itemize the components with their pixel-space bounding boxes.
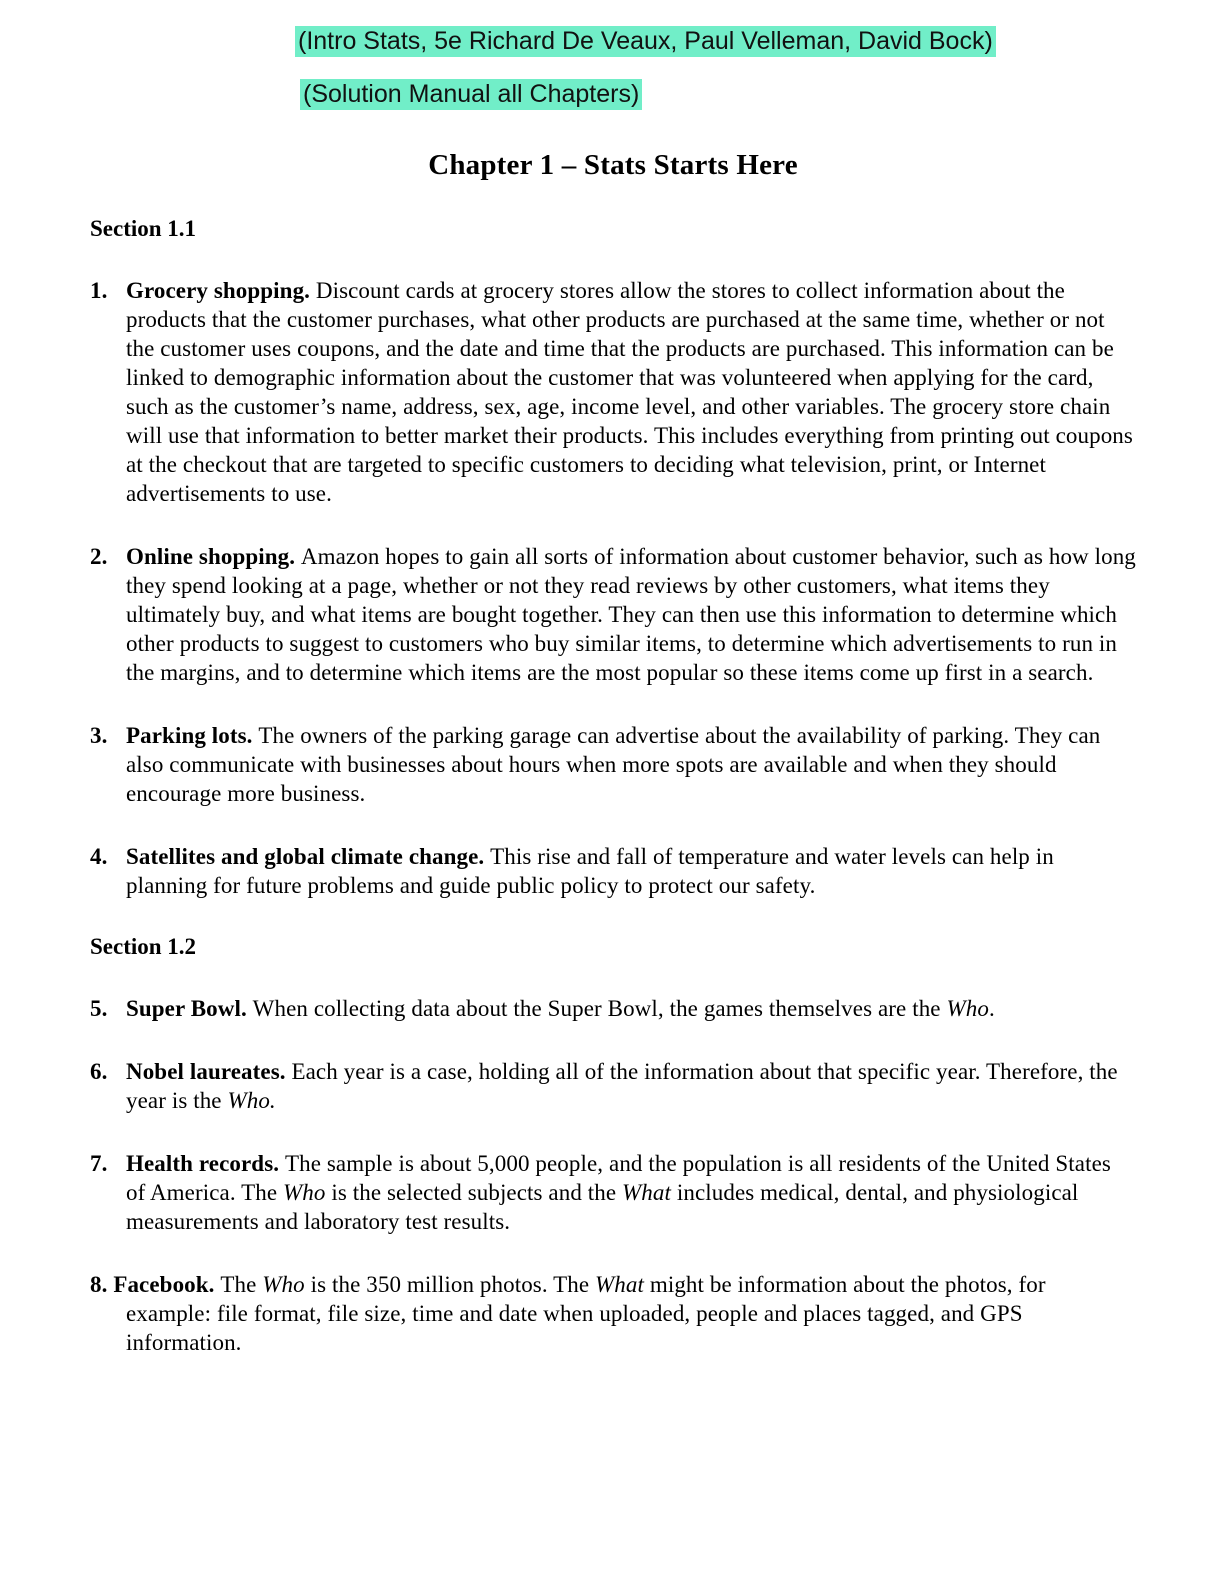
item-title: Grocery shopping. bbox=[126, 278, 316, 303]
document-header bbox=[295, 27, 1136, 112]
item-title: Facebook. bbox=[113, 1272, 221, 1297]
item-text bbox=[90, 842, 1136, 900]
list-item bbox=[90, 721, 1136, 808]
item-title: Parking lots. bbox=[126, 723, 259, 748]
item-number: 8. bbox=[90, 1272, 114, 1297]
item-body-text: Each year is a case, holding all of the information about that specific year. Therefore, the year is the Who. bbox=[126, 1059, 1118, 1113]
item-body-text: Amazon hopes to gain all sorts of information about customer behavior, such as how long they spend looking at a page, whether or not they read reviews by other customers, what items they ultimately buy, and what items are bought together. They can then use this information to determine which other products to suggest to customers who buy similar items, to determine which advertisements to run in the margins, and to determine which items are the most popular so these items come up first in a search. bbox=[126, 544, 1136, 685]
item-text bbox=[90, 542, 1136, 687]
item-title: Online shopping. bbox=[126, 544, 301, 569]
chapter-title: Chapter 1 – Stats Starts Here bbox=[428, 149, 798, 181]
book-reference-text: (Intro Stats, 5e Richard De Veaux, Paul Velleman, David Bock) bbox=[295, 26, 996, 57]
item-number: 2. bbox=[90, 544, 114, 569]
item-title: Nobel laureates. bbox=[126, 1059, 292, 1084]
item-body-text: This rise and fall of temperature and water levels can help in planning for future problems and guide public policy to protect our safety. bbox=[126, 844, 1054, 898]
list-item bbox=[90, 842, 1136, 900]
section-items bbox=[90, 276, 1136, 900]
manual-reference-line bbox=[300, 80, 1136, 112]
list-item bbox=[90, 994, 1136, 1023]
list-item bbox=[90, 1270, 1136, 1357]
item-body-text: Discount cards at grocery stores allow the stores to collect information about the products that the customer purchases, what other products are purchased at the same time, whether or not the customer uses coupons, and the date and time that the products are purchased. This information can be linked to demographic information about the customer that was volunteered when applying for the card, such as the customer’s name, address, sex, age, income level, and other variables. The grocery store chain will use that information to better market their products. This includes everything from printing out coupons at the checkout that are targeted to specific customers to deciding what television, print, or Internet advertisements to use. bbox=[126, 278, 1133, 506]
section-heading: Section 1.2 bbox=[90, 934, 197, 959]
manual-reference-text: (Solution Manual all Chapters) bbox=[300, 79, 642, 110]
item-body-text: The Who is the 350 million photos. The What might be information about the photos, for example: file format, file size, time and date when uploaded, people and places tagged, and GPS information. bbox=[126, 1272, 1046, 1355]
item-number: 7. bbox=[90, 1151, 114, 1176]
section bbox=[90, 216, 1136, 900]
item-number: 5. bbox=[90, 996, 114, 1021]
item-body-text: When collecting data about the Super Bowl, the games themselves are the Who. bbox=[252, 996, 995, 1021]
item-title: Super Bowl. bbox=[126, 996, 253, 1021]
list-item bbox=[90, 1057, 1136, 1115]
section-heading: Section 1.1 bbox=[90, 216, 197, 241]
list-item bbox=[90, 276, 1136, 508]
list-item bbox=[90, 1149, 1136, 1236]
item-title: Health records. bbox=[126, 1151, 285, 1176]
item-number: 4. bbox=[90, 844, 114, 869]
item-text bbox=[90, 994, 1136, 1023]
item-title: Satellites and global climate change. bbox=[126, 844, 491, 869]
item-body-text: The sample is about 5,000 people, and the population is all residents of the United States of America. The Who is the selected subjects and the What includes medical, dental, and physiological measurements and laboratory test results. bbox=[126, 1151, 1111, 1234]
sections-container bbox=[90, 216, 1136, 1357]
item-text bbox=[90, 1270, 1136, 1357]
item-number: 3. bbox=[90, 723, 114, 748]
item-number: 1. bbox=[90, 278, 114, 303]
list-item bbox=[90, 542, 1136, 687]
book-reference-line bbox=[295, 27, 1136, 59]
item-text bbox=[90, 721, 1136, 808]
item-text bbox=[90, 1149, 1136, 1236]
section-items bbox=[90, 994, 1136, 1357]
item-text bbox=[90, 1057, 1136, 1115]
section bbox=[90, 934, 1136, 1357]
item-body-text: The owners of the parking garage can advertise about the availability of parking. They can also communicate with businesses about hours when more spots are available and when they should encourage more business. bbox=[126, 723, 1101, 806]
item-number: 6. bbox=[90, 1059, 114, 1084]
item-text bbox=[90, 276, 1136, 508]
